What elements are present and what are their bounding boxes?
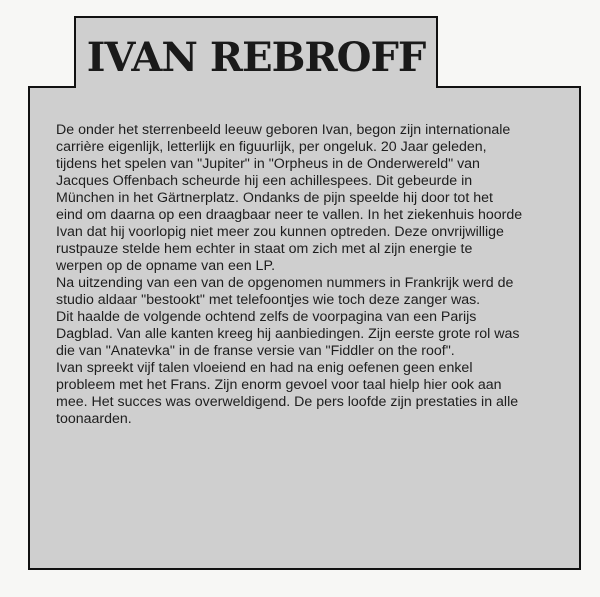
text-line: Dit haalde de volgende ochtend zelfs de voorpagina van een Parijs xyxy=(56,309,477,325)
text-line: probleem met het Frans. Zijn enorm gevoel voor taal hielp hier ook aan xyxy=(56,377,502,393)
text-line: rustpauze stelde hem echter in staat om zich met al zijn energie te xyxy=(56,241,473,257)
text-line: studio aldaar "bestookt" met telefoontjes wie toch deze zanger was. xyxy=(56,292,481,308)
page-title: IVAN REBROFF xyxy=(86,34,426,81)
text-line: eind om daarna op een draagbaar neer te vallen. In het ziekenhuis hoorde xyxy=(56,207,523,223)
text-line: Na uitzending van een van de opgenomen nummers in Frankrijk werd de xyxy=(56,275,514,291)
text-line: Ivan dat hij voorlopig niet meer zou kunnen optreden. Deze onvrijwillige xyxy=(56,224,504,240)
text-line: De onder het sterrenbeeld leeuw geboren Ivan, begon zijn internationale xyxy=(56,122,511,138)
text-line: Dagblad. Van alle kanten kreeg hij aanbiedingen. Zijn eerste grote rol was xyxy=(56,326,520,342)
text-line: die van "Anatevka" in de franse versie van "Fiddler on the roof". xyxy=(56,343,455,359)
text-line: Jacques Offenbach scheurde hij een achillespees. Dit gebeurde in xyxy=(56,173,473,189)
text-line: tijdens het spelen van "Jupiter" in "Orpheus in de Onderwereld" van xyxy=(56,156,480,172)
text-line: toonaarden. xyxy=(56,411,132,427)
text-line: carrière eigenlijk, letterlijk en figuurlijk, per ongeluk. 20 Jaar geleden, xyxy=(56,139,487,155)
text-line: Ivan spreekt vijf talen vloeiend en had na enig oefenen geen enkel xyxy=(56,360,473,376)
text-line: mee. Het succes was overweldigend. De pers loofde zijn prestaties in alle xyxy=(56,394,519,410)
tab-box-join xyxy=(76,85,436,89)
text-line: München in het Gärtnerplatz. Ondanks de pijn speelde hij door tot het xyxy=(56,190,493,206)
text-line: werpen op de opname van een LP. xyxy=(56,258,276,274)
biography-text xyxy=(56,122,556,428)
